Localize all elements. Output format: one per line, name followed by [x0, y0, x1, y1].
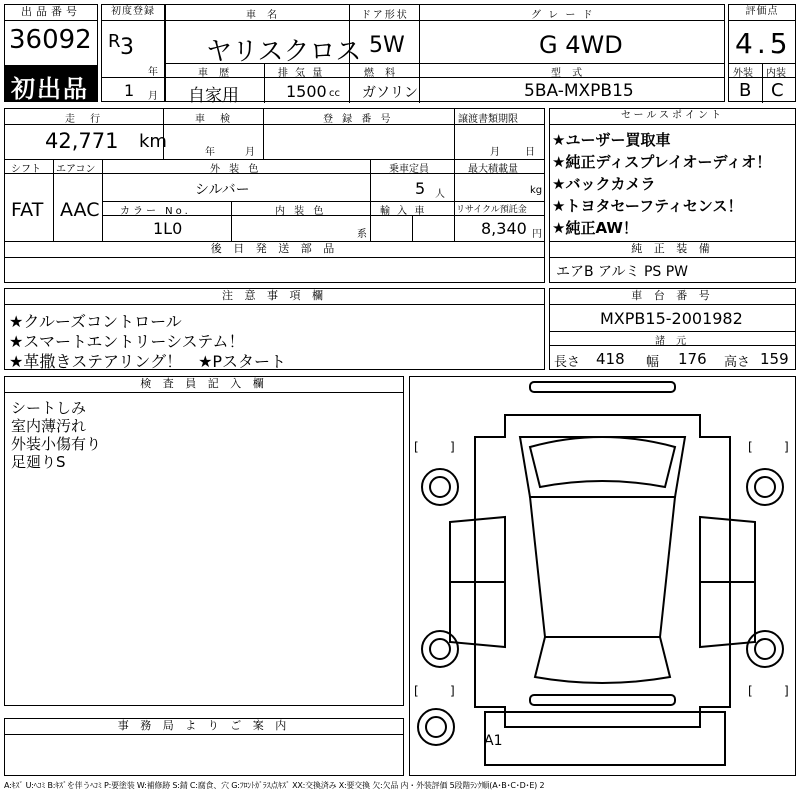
body-outline — [475, 415, 730, 727]
legend-text: A:ｷｽﾞ U:ﾍｺﾐ B:ｷｽﾞを伴うﾍｺﾐ P:要塗装 W:補修跡 S:錆 C:腐食、穴 G:ﾌﾛﾝﾄｶﾞﾗｽ点ｷｽﾞ XX:交換済み X:要交換 欠:欠品 内・外装評価 5段階ﾗﾝｸ順(A･B･C･D･E) 2 — [4, 781, 545, 790]
score-header: 評価点 — [729, 5, 795, 21]
exterior-score-label: 外装 — [733, 68, 753, 79]
width-value: 176 — [678, 350, 707, 368]
svg-text:]: ] — [784, 684, 789, 698]
shift-value: FAT — [11, 199, 44, 221]
sales-point-5: ★純正AW！ — [552, 219, 638, 237]
history-value: 自家用 — [188, 86, 239, 106]
rear-right-wheel — [747, 631, 783, 667]
svg-text:]: ] — [450, 440, 455, 454]
rear-panel — [485, 712, 725, 765]
height-value: 159 — [760, 350, 789, 368]
model-header: 型 式 — [551, 68, 587, 79]
svg-text:]: ] — [784, 440, 789, 454]
recycle-unit: 円 — [532, 229, 542, 240]
reg-year-unit: 年 — [148, 67, 158, 78]
caution-box — [4, 288, 545, 370]
car-diagram-box — [409, 376, 796, 776]
sales-points-box — [549, 108, 796, 242]
recycle-value: 8,340 — [481, 219, 527, 238]
mileage-unit: km — [139, 131, 167, 152]
interior-score-label: 内装 — [766, 68, 786, 79]
caution-line-2: ★スマートエントリーシステム！ — [9, 332, 245, 351]
chassis-box — [549, 288, 796, 370]
damage-mark-a1: A1 — [484, 733, 503, 749]
fuel-value: ガソリン — [362, 85, 418, 101]
aircon-value: AAC — [60, 199, 100, 221]
inspector-box — [4, 376, 404, 706]
exterior-color-value: シルバー — [195, 182, 250, 198]
model-value: 5BA-MXPB15 — [524, 81, 634, 101]
svg-text:[: [ — [748, 440, 753, 454]
width-label: 幅 — [646, 355, 660, 370]
caution-line-3: ★革撒きステアリング！ ★Pスタート — [9, 352, 287, 371]
lot-box — [4, 4, 98, 102]
interior-color-suffix: 系 — [357, 229, 367, 240]
front-right-wheel — [747, 469, 783, 505]
inspector-header: 検 査 員 記 入 欄 — [5, 377, 403, 393]
vehicle-info-box — [165, 4, 725, 106]
score-value: 4.5 — [735, 27, 792, 60]
spare-wheel — [418, 709, 454, 745]
first-registration-header: 初度登録 — [102, 5, 164, 21]
history-header: 車 歴 — [198, 68, 234, 79]
rear-window — [535, 637, 670, 683]
inspector-line-2: 室内薄汚れ — [11, 417, 87, 435]
exterior-score: B — [739, 80, 752, 101]
mileage-header: 走 行 — [65, 114, 107, 125]
inspection-year-unit: 年 — [205, 147, 215, 158]
lot-number: 36092 — [9, 25, 92, 55]
capacity-header: 乗車定員 — [389, 164, 429, 175]
caution-header: 注 意 事 項 欄 — [5, 289, 544, 305]
sales-point-4: ★トヨタセーフティセンス！ — [552, 197, 743, 215]
sales-point-1: ★ユーザー買取車 — [552, 131, 671, 149]
length-value: 418 — [596, 350, 625, 368]
interior-color-header: 内 装 色 — [275, 206, 327, 217]
max-load-header: 最大積載量 — [468, 164, 518, 175]
svg-text:[: [ — [414, 684, 419, 698]
caution-line-1: ★クルーズコントロール — [9, 312, 182, 331]
score-box — [728, 4, 796, 102]
dimensions-header: 諸 元 — [655, 336, 691, 347]
length-label: 長さ — [554, 355, 581, 370]
chassis-header: 車 台 番 号 — [550, 289, 795, 305]
right-rear-door — [700, 582, 755, 647]
lot-header: 出品番号 — [5, 5, 97, 21]
displacement-unit: cc — [329, 88, 340, 99]
height-label: 高さ — [724, 355, 751, 370]
svg-text:[: [ — [414, 440, 419, 454]
color-no-value: 1L0 — [153, 219, 183, 238]
registration-header: 登 録 番 号 — [323, 114, 394, 125]
displacement-header: 排 気 量 — [278, 68, 325, 79]
front-left-wheel — [422, 469, 458, 505]
hood — [520, 437, 685, 497]
mileage-value: 42,771 — [45, 129, 119, 153]
era-letter: R — [108, 31, 121, 52]
door-value: 5W — [369, 33, 405, 58]
inspection-header: 車 検 — [195, 114, 237, 125]
recycle-header: リサイクル預託金 — [456, 205, 527, 215]
color-no-header: カラー No. — [120, 206, 191, 217]
import-header: 輸 入 車 — [380, 206, 427, 217]
windshield — [530, 437, 675, 487]
genuine-equipment-header: 純 正 装 備 — [550, 242, 795, 258]
details-box — [4, 108, 545, 242]
sales-points-header: セールスポイント — [550, 109, 795, 125]
first-listing-text: 初出品 — [11, 75, 89, 103]
office-box — [4, 718, 404, 776]
sales-point-2: ★純正ディスプレイオーディオ！ — [552, 153, 772, 171]
rear-bumper — [530, 695, 675, 705]
roof — [530, 497, 675, 637]
inspector-line-3: 外装小傷有り — [11, 435, 102, 453]
first-listing-badge — [5, 65, 97, 101]
inspector-line-1: シートしみ — [11, 399, 87, 417]
displacement-value: 1500 — [286, 82, 327, 101]
capacity-unit: 人 — [435, 189, 445, 200]
shift-header: シフト — [11, 164, 41, 175]
svg-text:[: [ — [748, 684, 753, 698]
transfer-header: 譲渡書類期限 — [458, 114, 518, 125]
inspection-month-unit: 月 — [245, 147, 255, 158]
fuel-header: 燃 料 — [364, 68, 400, 79]
capacity-value: 5 — [415, 179, 426, 198]
office-header: 事 務 局 よ り ご 案 内 — [5, 719, 403, 735]
reg-year: 3 — [120, 35, 134, 60]
grade-header: グ レ ー ド — [531, 10, 595, 21]
reg-month: 1 — [124, 81, 135, 100]
aircon-header: エアコン — [56, 164, 96, 175]
svg-text:]: ] — [450, 684, 455, 698]
car-diagram — [410, 377, 795, 775]
exterior-color-header: 外 装 色 — [210, 164, 262, 175]
inspector-line-4: 足廻りS — [11, 453, 66, 471]
genuine-equipment-value: エアB アルミ PS PW — [556, 264, 689, 280]
rear-left-wheel — [422, 631, 458, 667]
first-registration-box — [101, 4, 165, 102]
left-rear-door — [450, 582, 505, 647]
sales-point-3: ★バックカメラ — [552, 175, 656, 193]
chassis-value: MXPB15-2001982 — [600, 309, 743, 328]
reg-month-unit: 月 — [148, 91, 158, 102]
later-parts-box — [4, 241, 545, 283]
interior-score: C — [771, 80, 784, 101]
transfer-month-unit: 月 — [490, 147, 500, 158]
genuine-equipment-box — [549, 241, 796, 283]
max-load-unit: kg — [530, 185, 543, 196]
later-parts-header: 後 日 発 送 部 品 — [5, 242, 544, 258]
car-name-header: 車 名 — [246, 10, 282, 21]
front-bumper — [530, 382, 675, 392]
door-header: ドア形状 — [361, 10, 409, 21]
grade-value: G 4WD — [539, 31, 623, 59]
transfer-day-unit: 日 — [525, 147, 535, 158]
car-name-value: ヤリスクロス — [206, 37, 362, 67]
right-front-door — [700, 517, 755, 582]
left-front-door — [450, 517, 505, 582]
